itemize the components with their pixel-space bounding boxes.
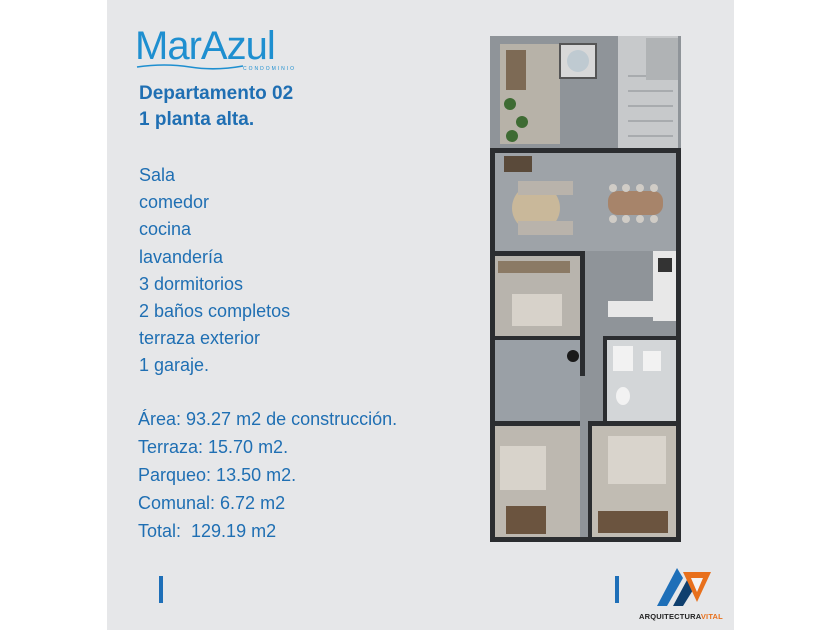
feature-item: Sala — [139, 165, 176, 185]
floor-plan-image — [478, 36, 681, 542]
area-item: Total: 129.19 m2 — [138, 521, 277, 541]
architect-name — [639, 612, 723, 621]
feature-item: cocina — [139, 219, 192, 240]
area-item: Terraza: 15.70 m2. — [138, 437, 289, 457]
architect-logo — [639, 562, 729, 622]
wave-icon — [135, 62, 245, 70]
feature-item: 2 baños completos — [139, 301, 291, 322]
logo-wordmark: MarAzul — [135, 24, 275, 68]
feature-item: lavandería — [139, 246, 224, 267]
features-list — [139, 162, 290, 380]
area-item: Área: 93.27 m2 de construcción. — [138, 409, 398, 429]
area-item: Comunal: 6.72 m2 — [138, 493, 286, 513]
feature-item: terraza exterior — [139, 328, 261, 349]
decorative-bar — [615, 576, 619, 603]
av-monogram-icon — [639, 562, 729, 610]
areas-list — [138, 405, 397, 545]
area-item: Parqueo: 13.50 m2. — [138, 465, 297, 485]
feature-item: 1 garaje. — [139, 355, 210, 376]
architect-name-part1: ARQUITECTURA — [639, 612, 701, 621]
architect-name-part2: VITAL — [700, 612, 723, 621]
feature-item: comedor — [139, 192, 210, 213]
logo-tagline: CONDOMINIO — [243, 66, 297, 72]
brochure-card — [107, 0, 734, 630]
unit-title: Departamento 02 — [139, 83, 294, 104]
feature-item: 3 dormitorios — [139, 273, 244, 294]
maraazul-logo — [135, 22, 315, 74]
decorative-bar — [159, 576, 163, 603]
unit-floor: 1 planta alta. — [139, 109, 255, 130]
